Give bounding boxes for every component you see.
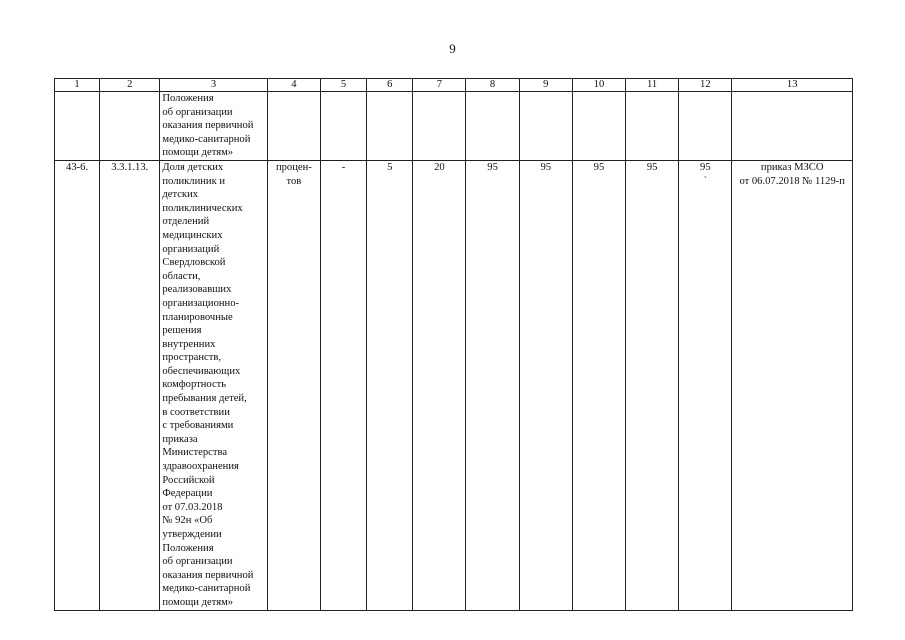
description-line: с требованиями [162, 420, 234, 432]
description-line: помощи детям» [162, 596, 234, 608]
description-line: пребывания детей, [162, 393, 247, 405]
description-line: приказа [162, 433, 198, 445]
description-line: оказания первичной [162, 569, 254, 581]
description-line: комфортность [162, 379, 227, 391]
table-cell [519, 92, 572, 161]
value-cell: 95 [572, 160, 625, 610]
reference-cell [732, 160, 853, 610]
column-header: 9 [519, 79, 572, 92]
description-line: Положения [162, 93, 214, 104]
column-header: 3 [160, 79, 267, 92]
table-cell [100, 92, 160, 161]
description-line: в соответствии [162, 406, 230, 418]
description-line: здравоохранения [162, 461, 239, 473]
description-line: внутренних [162, 338, 216, 350]
unit-line: процен- [275, 161, 312, 173]
description-line: Российской [162, 474, 215, 486]
description-line: организационно- [162, 297, 240, 309]
description-line: детских [162, 189, 199, 201]
value-cell: 95 [626, 160, 679, 610]
description-line: Свердловской [162, 257, 226, 269]
value-text: 95 [700, 161, 711, 173]
indicator-row [55, 160, 853, 610]
description-line: поликлиник и [162, 175, 226, 187]
reference-line: от 06.07.2018 № 1129-п [739, 175, 845, 187]
description-line: Доля детских [162, 161, 224, 173]
unit-line: тов [286, 175, 302, 187]
table-cell [732, 92, 853, 161]
table-cell [413, 92, 466, 161]
row-code-cell: 3.3.1.13. [100, 160, 160, 610]
description-line: Федерации [162, 488, 213, 500]
value-cell [679, 160, 732, 610]
description-line: Положения [162, 542, 214, 554]
column-header: 5 [320, 79, 366, 92]
description-line: решения [162, 325, 202, 337]
description-line: об организации [162, 556, 233, 568]
description-line: области, [162, 270, 201, 282]
continuation-description-cell [160, 92, 267, 161]
column-header: 8 [466, 79, 519, 92]
description-line: поликлинических [162, 202, 243, 214]
description-line: № 92н «Об [162, 515, 213, 527]
scan-mark: ` [703, 175, 708, 187]
description-line: планировочные [162, 311, 233, 323]
description-line: организаций [162, 243, 220, 255]
value-cell: 5 [367, 160, 413, 610]
indicator-table [54, 78, 853, 611]
column-header: 13 [732, 79, 853, 92]
column-header: 6 [367, 79, 413, 92]
value-cell: - [320, 160, 366, 610]
page-number: 9 [449, 41, 456, 56]
table-cell [367, 92, 413, 161]
column-number-row [55, 79, 853, 92]
column-header: 4 [267, 79, 320, 92]
description-line: пространств, [162, 352, 222, 364]
value-cell: 95 [466, 160, 519, 610]
description-line: медико-санитарной [162, 133, 251, 145]
description-line: от 07.03.2018 [162, 501, 223, 513]
description-line: оказания первичной [162, 120, 254, 132]
description-line: помощи детям» [162, 147, 234, 159]
description-line: утверждении [162, 529, 222, 540]
table-cell [55, 92, 100, 161]
row-index-cell: 43-6. [55, 160, 100, 610]
table-cell [626, 92, 679, 161]
description-line: медико-санитарной [162, 583, 251, 595]
table-cell [320, 92, 366, 161]
description-line: обеспечивающих [162, 365, 241, 377]
description-line: об организации [162, 106, 233, 118]
table-cell [572, 92, 625, 161]
column-header: 7 [413, 79, 466, 92]
value-cell: 95 [519, 160, 572, 610]
column-header: 12 [679, 79, 732, 92]
table-cell [267, 92, 320, 161]
description-line: реализовавших [162, 284, 232, 296]
column-header: 2 [100, 79, 160, 92]
continuation-row [55, 92, 853, 161]
indicator-description-cell [160, 160, 267, 610]
description-line: отделений [162, 216, 210, 228]
description-line: Министерства [162, 447, 228, 459]
table-cell [679, 92, 732, 161]
table-cell [466, 92, 519, 161]
reference-line: приказ МЗСО [760, 161, 824, 173]
column-header: 10 [572, 79, 625, 92]
value-cell: 20 [413, 160, 466, 610]
unit-cell [267, 160, 320, 610]
description-line: медицинских [162, 229, 223, 241]
column-header: 11 [626, 79, 679, 92]
column-header: 1 [55, 79, 100, 92]
